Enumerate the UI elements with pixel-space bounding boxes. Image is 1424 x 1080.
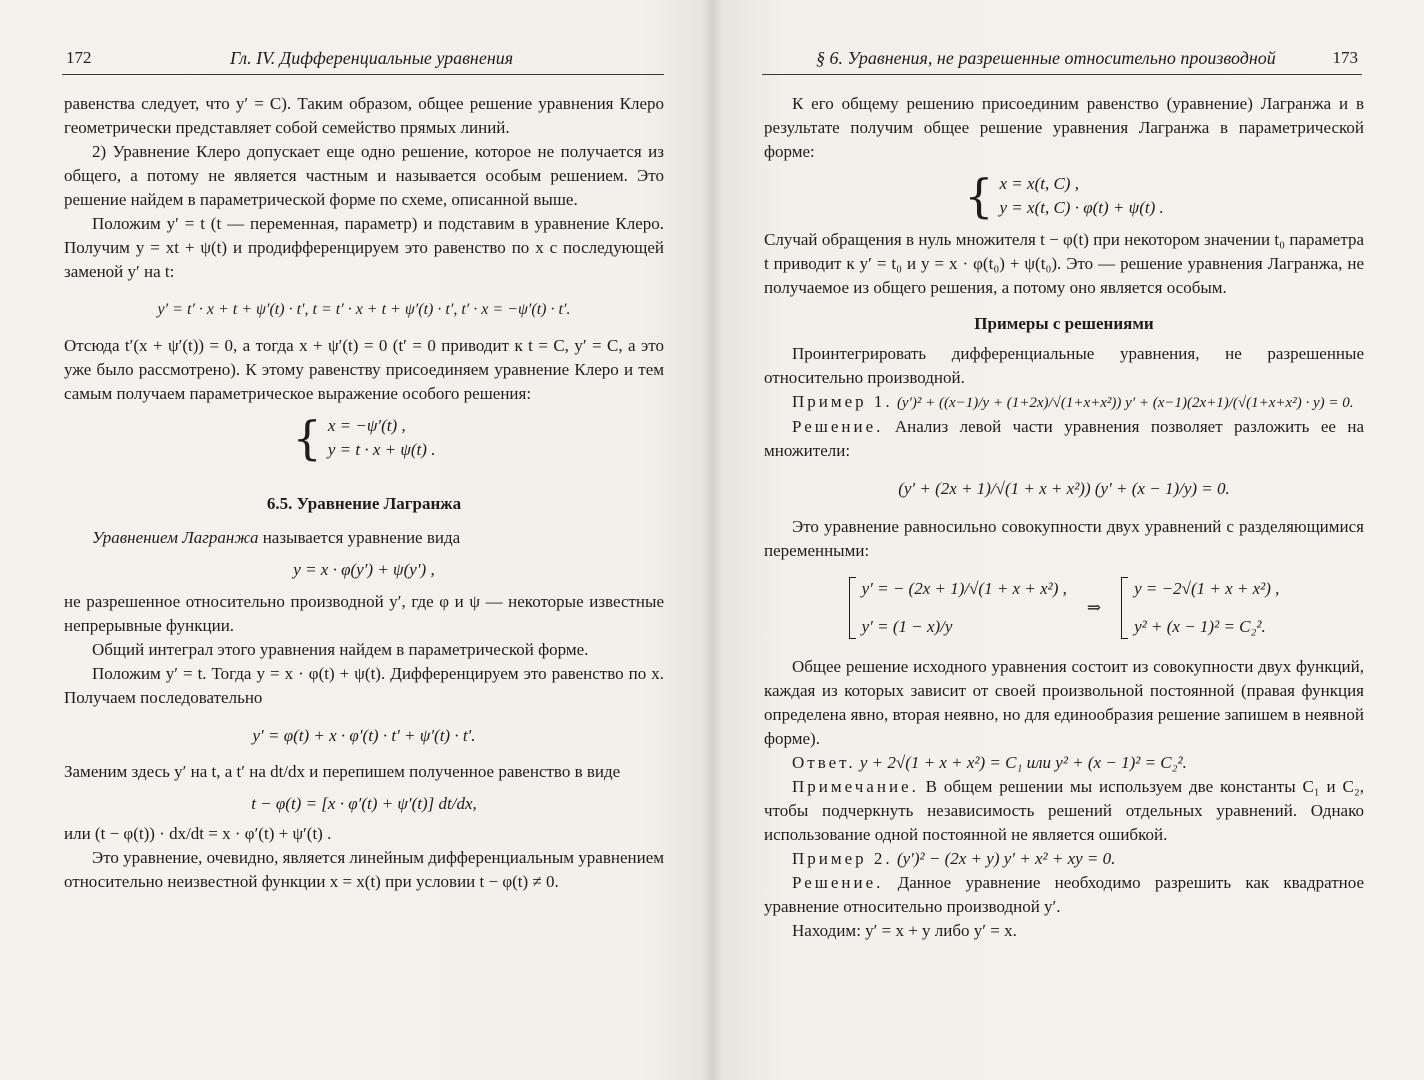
solution-1	[764, 415, 1364, 463]
paragraph: Случай обращения в нуль множителя t − φ(t) при некотором значении t₀ параметра t приводит к y′ = t₀ и y = x · φ(t₀) + ψ(t₀). Это — решение уравнения Лагранжа, не получаемое из общего решения, а потому оно является особым.	[764, 230, 1364, 297]
paragraph: или (t − φ(t)) · dx/dt = x · φ′(t) + ψ′(t) .	[64, 824, 332, 843]
parametric-system	[764, 169, 1364, 223]
brace-glyph: {	[292, 411, 322, 465]
solution-label: Решение.	[792, 873, 884, 892]
system-line: x = −ψ′(t) ,	[327, 416, 406, 435]
set-line: y′ = (1 − x)/y	[861, 617, 953, 636]
left-page-body	[64, 92, 664, 894]
example-label: Пример 2.	[792, 849, 893, 868]
equation: y′ = φ(t) + x · φ′(t) · t′ + ψ′(t) · t′.	[252, 726, 476, 745]
equation: (y′ + (2x + 1)/√(1 + x + x²)) (y′ + (x − 1)/y) = 0.	[898, 479, 1230, 498]
right-running-header	[762, 48, 1362, 75]
examples-title: Примеры с решениями	[974, 314, 1154, 333]
term-italic: Уравнением Лагранжа	[92, 528, 259, 547]
right-page	[712, 0, 1424, 1080]
paragraph: равенства следует, что y′ = C). Таким образом, общее решение уравнения Клеро геометрически представляет собой семейство прямых линий.	[64, 94, 664, 137]
paragraph: Это уравнение, очевидно, является линейным дифференциальным уравнением относительно неизвестной функции x = x(t) при условии t − φ(t) ≠ 0.	[64, 848, 664, 891]
paragraph: Положим y′ = t. Тогда y = x · φ(t) + ψ(t). Дифференцируем это равенство по x. Получаем последовательно	[64, 664, 664, 707]
solution-text: Анализ левой части уравнения позволяет разложить ее на множители:	[764, 417, 1364, 460]
paragraph: 2) Уравнение Клеро допускает еще одно решение, которое не получается из общего, а потому не является частным и называется особым решением. Это решение найдем в параметрической форме по схеме, описанной выше.	[64, 142, 664, 209]
left-header-title: Гл. IV. Дифференциальные уравнения	[230, 48, 514, 68]
system-line: y = t · x + ψ(t) .	[327, 440, 436, 459]
note-text: В общем решении мы используем две константы C₁ и C₂, чтобы подчеркнуть независимость решений отдельных уравнений. Однако использование одной постоянной не является ошибкой.	[764, 777, 1364, 844]
section-title: 6.5. Уравнение Лагранжа	[266, 494, 462, 513]
bracket-glyph	[849, 577, 856, 639]
paragraph: Находим: y′ = x + y либо y′ = x.	[792, 921, 1017, 940]
answer-label: Ответ.	[792, 753, 856, 772]
solution-2	[764, 871, 1364, 919]
set-line: y′ = − (2x + 1)/√(1 + x + x²) ,	[861, 579, 1067, 598]
example-label: Пример 1.	[792, 392, 893, 411]
solution-text: Данное уравнение необходимо разрешить как квадратное уравнение относительно производной y′.	[764, 873, 1364, 916]
solution-label: Решение.	[792, 417, 884, 436]
note-label: Примечание.	[792, 777, 919, 796]
paragraph	[64, 526, 664, 550]
paragraph-rest: называется уравнение вида	[258, 528, 461, 547]
paragraph: Общий интеграл этого уравнения найдем в параметрической форме.	[92, 640, 589, 659]
paragraph: Заменим здесь y′ на t, а t′ на dt/dx и перепишем полученное равенство в виде	[64, 762, 621, 781]
note	[764, 775, 1364, 847]
example-2	[764, 847, 1364, 871]
book-gutter	[702, 0, 722, 1080]
answer-text: y + 2√(1 + x + x²) = C₁ или y² + (x − 1)² = C₂².	[855, 753, 1187, 772]
paragraph: Отсюда t′(x + ψ′(t)) = 0, а тогда x + ψ′(t) = 0 (t′ = 0 приводит к t = C, y′ = C, а это уже было рассмотрено). К этому равенству присоединяем уравнение Клеро и тем самым получаем параметрическое выражение особого решения:	[64, 336, 664, 403]
parametric-system	[64, 411, 664, 465]
equation-set	[764, 577, 1364, 639]
bracket-glyph	[1121, 577, 1128, 639]
set-line: y² + (x − 1)² = C₂².	[1134, 617, 1266, 636]
implies-arrow: ⇒	[1086, 598, 1102, 617]
system-line: y = x(t, C) · φ(t) + ψ(t) .	[999, 198, 1164, 217]
equation: t − φ(t) = [x · φ′(t) + ψ′(t)] dt/dx,	[251, 794, 477, 813]
equation: y = x · φ(y′) + ψ(y′) ,	[293, 560, 435, 579]
brace-glyph: {	[964, 169, 994, 223]
system-line: x = x(t, C) ,	[999, 174, 1079, 193]
paragraph: Положим y′ = t (t — переменная, параметр) и подставим в уравнение Клеро. Получим y = xt + ψ(t) и продифференцируем это равенство по x с последующей заменой y′ на t:	[64, 214, 664, 281]
left-page-number: 172	[66, 48, 92, 67]
right-page-body	[764, 92, 1364, 943]
set-line: y = −2√(1 + x + x²) ,	[1134, 579, 1280, 598]
paragraph: Это уравнение равносильно совокупности двух уравнений с разделяющимися переменными:	[764, 517, 1364, 560]
left-running-header	[62, 48, 664, 75]
paragraph: Проинтегрировать дифференциальные уравнения, не разрешенные относительно производной.	[764, 344, 1364, 387]
right-page-number: 173	[1332, 48, 1358, 67]
example-1	[764, 390, 1364, 415]
right-header-title: § 6. Уравнения, не разрешенные относительно производной	[816, 48, 1276, 68]
equation: y′ = t′ · x + t + ψ′(t) · t′, t = t′ · x + t + ψ′(t) · t′, t′ · x = −ψ′(t) · t′.	[157, 301, 571, 318]
paragraph: К его общему решению присоединим равенство (уравнение) Лагранжа и в результате получим общее решение уравнения Лагранжа в параметрической форме:	[764, 94, 1364, 161]
example-equation: (y′)² − (2x + y) y′ + x² + xy = 0.	[892, 849, 1116, 868]
paragraph: Общее решение исходного уравнения состоит из совокупности двух функций, каждая из которых зависит от своей произвольной постоянной (правая функция определена явно, вторая неявно, но для единообразия решение запишем в неявной форме).	[764, 657, 1364, 748]
example-equation: (y′)² + ((x−1)/y + (1+2x)/√(1+x+x²)) y′ + (x−1)(2x+1)/(√(1+x+x²) · y) = 0.	[896, 395, 1354, 411]
paragraph: не разрешенное относительно производной y′, где φ и ψ — некоторые известные непрерывные функции.	[64, 592, 664, 635]
answer	[764, 751, 1364, 775]
